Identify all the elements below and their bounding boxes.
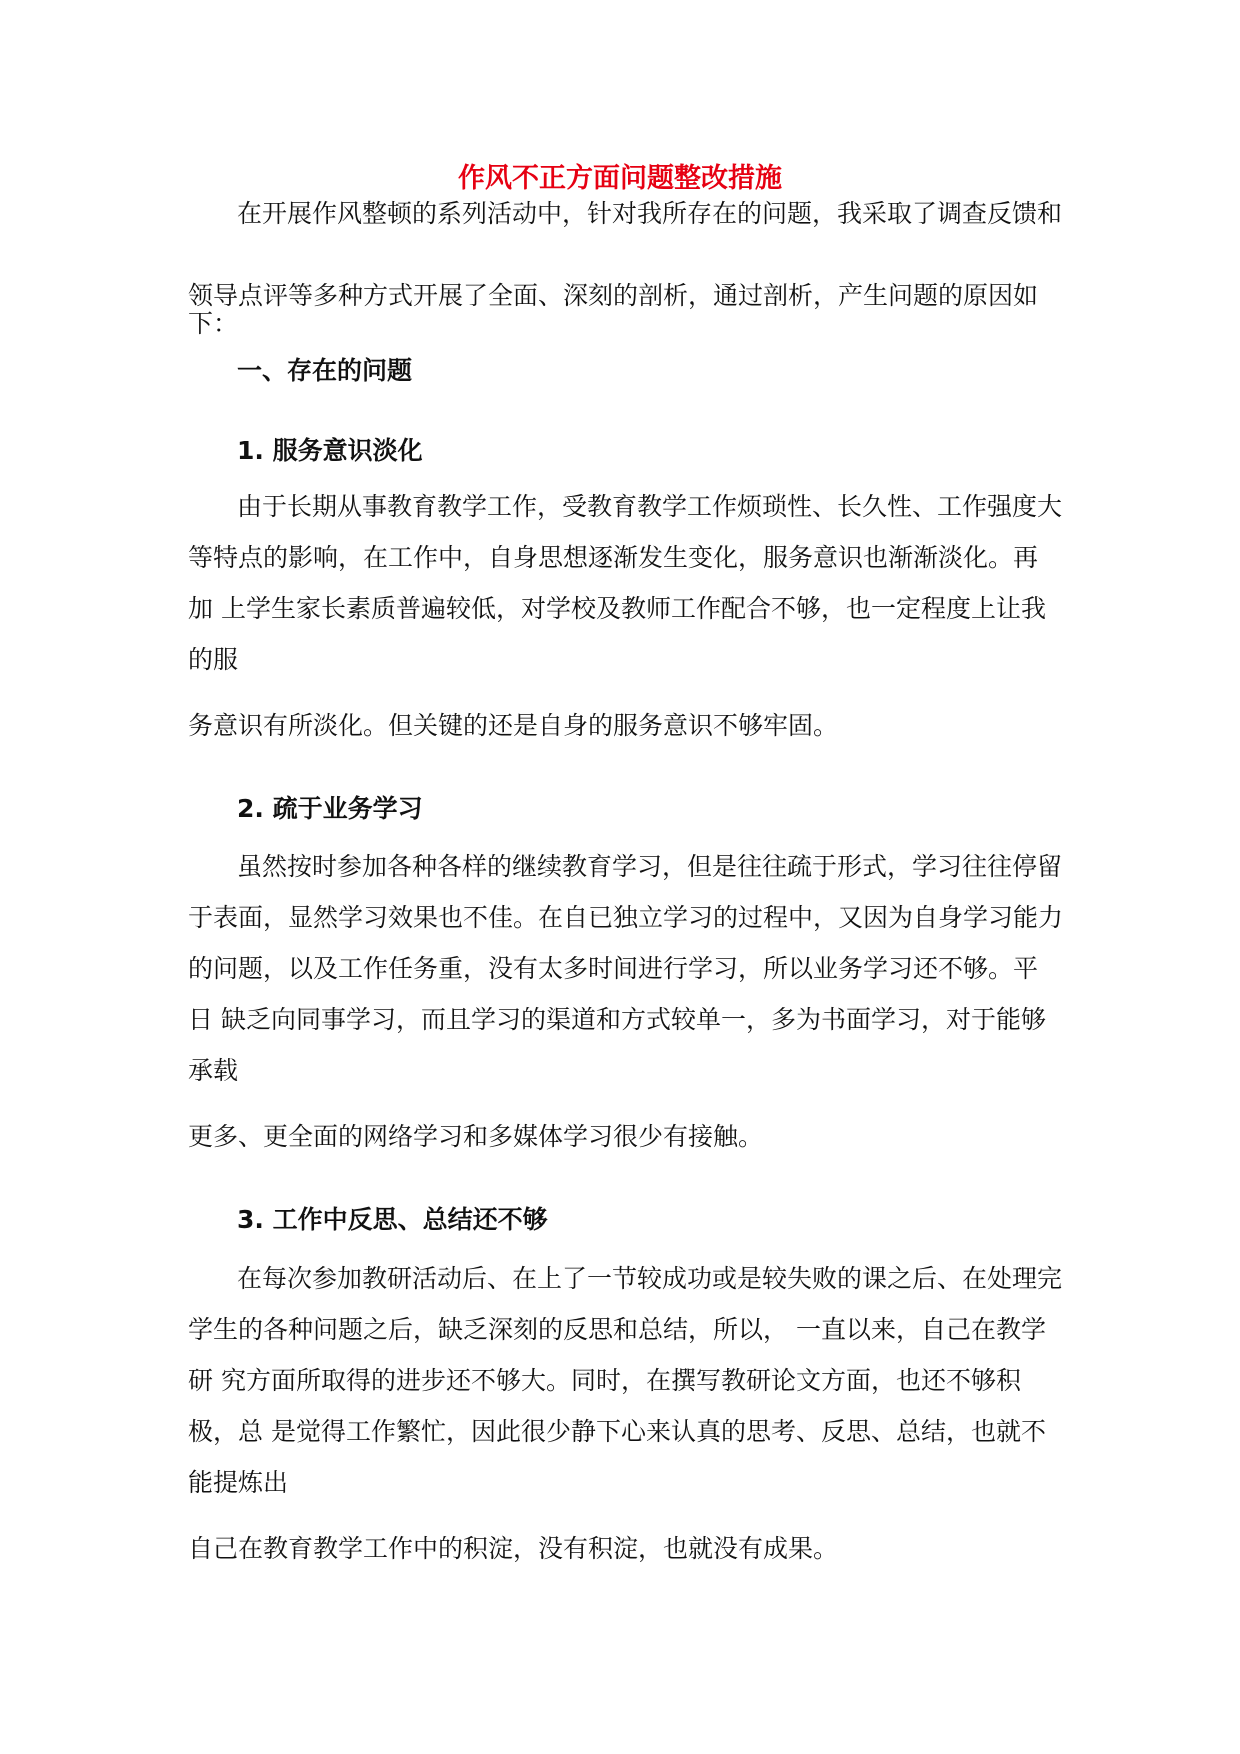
paragraph-line: 由于长期从事教育教学工作，受教育教学工作烦琐性、长久性、工作强度大 <box>237 492 1063 521</box>
paragraph-line: 日 缺乏向同事学习，而且学习的渠道和方式较单一，多为书面学习，对于能够 <box>188 1005 1046 1034</box>
item-heading: 2. 疏于业务学习 <box>237 794 423 823</box>
section-heading: 一、存在的问题 <box>237 356 413 385</box>
document-title: 作风不正方面问题整改措施 <box>458 163 782 194</box>
intro-line: 领导点评等多种方式开展了全面、深刻的剖析，通过剖析，产生问题的原因如 <box>188 281 1039 310</box>
paragraph-line: 的问题，以及工作任务重，没有太多时间进行学习，所以业务学习还不够。平 <box>188 954 1039 983</box>
paragraph-line: 虽然按时参加各种各样的继续教育学习，但是往往疏于形式，学习往往停留 <box>237 852 1063 881</box>
paragraph-line: 能提炼出 <box>188 1468 289 1497</box>
paragraph-line: 学生的各种问题之后，缺乏深刻的反思和总结，所以， 一直以来，自己在教学 <box>188 1315 1046 1344</box>
item-heading: 1. 服务意识淡化 <box>237 436 423 465</box>
paragraph-line: 研 究方面所取得的进步还不够大。同时，在撰写教研论文方面，也还不够积 <box>188 1366 1021 1395</box>
item-heading: 3. 工作中反思、总结还不够 <box>237 1205 548 1234</box>
paragraph-line: 在每次参加教研活动后、在上了一节较成功或是较失败的课之后、在处理完 <box>237 1264 1063 1293</box>
paragraph-line: 加 上学生家长素质普遍较低，对学校及教师工作配合不够，也一定程度上让我 <box>188 594 1046 623</box>
intro-line: 在开展作风整顿的系列活动中，针对我所存在的问题，我采取了调查反馈和 <box>237 199 1063 228</box>
intro-line: 下： <box>188 309 239 338</box>
paragraph-line: 的服 <box>188 645 239 674</box>
paragraph-line: 更多、更全面的网络学习和多媒体学习很少有接触。 <box>188 1122 764 1151</box>
paragraph-line: 等特点的影响，在工作中，自身思想逐渐发生变化，服务意识也渐渐淡化。再 <box>188 543 1039 572</box>
paragraph-line: 自己在教育教学工作中的积淀，没有积淀，也就没有成果。 <box>188 1534 839 1563</box>
paragraph-line: 承载 <box>188 1056 239 1085</box>
paragraph-line: 务意识有所淡化。但关键的还是自身的服务意识不够牢固。 <box>188 711 839 740</box>
paragraph-line: 极，总 是觉得工作繁忙，因此很少静下心来认真的思考、反思、总结，也就不 <box>188 1417 1046 1446</box>
paragraph-line: 于表面，显然学习效果也不佳。在自已独立学习的过程中，又因为自身学习能力 <box>188 903 1064 932</box>
